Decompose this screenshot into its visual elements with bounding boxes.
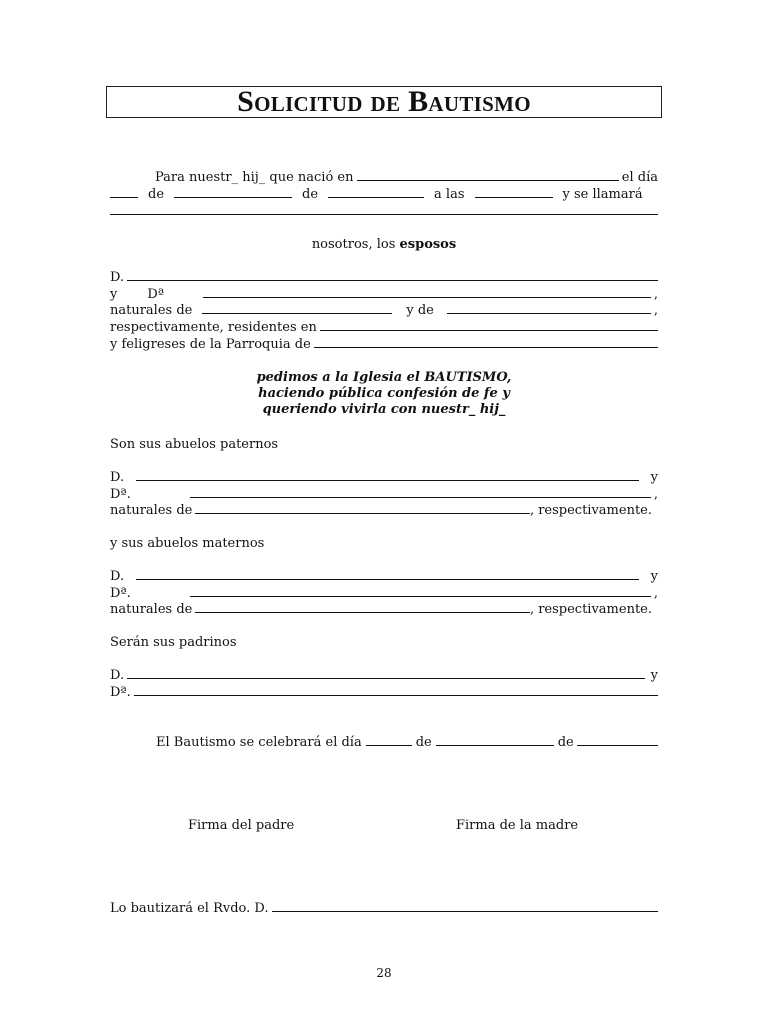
maternal-grandfather-blank[interactable]: [136, 569, 639, 580]
title-box: [106, 86, 662, 118]
maternal-grandmother-line: [110, 586, 658, 602]
paternal-grandfather-blank[interactable]: [136, 470, 639, 481]
mother-line: [110, 287, 658, 303]
paternal-resp: , respectivamente.: [529, 503, 652, 518]
parish-line: [110, 337, 658, 353]
month-blank[interactable]: [174, 187, 292, 198]
parents-origin-comma: ,: [653, 303, 658, 318]
intro-text-2: el día: [621, 170, 658, 185]
child-name-blank[interactable]: [110, 204, 658, 215]
paternal-grandmother-line: [110, 487, 658, 503]
mother-label: Dª: [147, 287, 164, 302]
celebration-line: [110, 735, 658, 751]
mother-y: y: [110, 287, 118, 302]
declaration-line-1: pedimos a la Iglesia el BAUTISMO,: [256, 370, 512, 385]
parish-blank[interactable]: [314, 337, 658, 348]
officiant-label: Lo bautizará el Rvdo. D.: [110, 901, 269, 916]
declaration-line-3: queriendo vivirla con nuestr_ hij_: [262, 402, 506, 417]
intro-text-1: Para nuestr_ hij_ que nació en: [155, 170, 354, 185]
paternal-naturales: naturales de: [110, 503, 193, 518]
celebration-text-2: de: [415, 735, 432, 750]
year-blank[interactable]: [328, 187, 424, 198]
maternal-resp: , respectivamente.: [529, 602, 652, 617]
parents-naturales: naturales de: [110, 303, 193, 318]
paternal-y: y: [650, 470, 658, 485]
intro-text-4: de: [302, 187, 319, 202]
paternal-da: Dª.: [110, 487, 131, 502]
celebration-text-1: El Bautismo se celebrará el día: [156, 735, 362, 750]
godmother-blank[interactable]: [134, 685, 658, 696]
paternal-origin-blank[interactable]: [195, 503, 530, 514]
celebration-month-blank[interactable]: [436, 735, 554, 746]
maternal-heading: y sus abuelos maternos: [110, 536, 265, 551]
maternal-origin-blank[interactable]: [195, 602, 530, 613]
parish-label: y feligreses de la Parroquia de: [110, 337, 311, 352]
parents-intro: [110, 237, 658, 253]
paternal-comma: ,: [653, 487, 658, 502]
parents-intro-text: nosotros, los: [311, 237, 396, 252]
intro-line-1: [110, 170, 658, 186]
intro-text-3: de: [148, 187, 165, 202]
intro-text-6: y se llamará: [562, 187, 643, 202]
time-blank[interactable]: [475, 187, 553, 198]
godmother-da: Dª.: [110, 685, 131, 700]
maternal-comma: ,: [653, 586, 658, 601]
maternal-naturales: naturales de: [110, 602, 193, 617]
residence-line: [110, 320, 658, 336]
parents-y-de: y de: [406, 303, 434, 318]
intro-line-2: [110, 187, 658, 203]
godfather-y: y: [650, 668, 658, 683]
intro-line-3: [110, 204, 658, 215]
father-signature-label: Firma del padre: [188, 818, 295, 833]
father-label: D.: [110, 270, 125, 285]
mother-origin-blank[interactable]: [447, 303, 651, 314]
residence-blank[interactable]: [320, 320, 658, 331]
maternal-grandfather-line: [110, 569, 658, 585]
godparents-heading: Serán sus padrinos: [110, 635, 237, 650]
maternal-origin-line: [110, 602, 658, 618]
page-title: Solicitud de Bautismo: [237, 85, 531, 118]
maternal-y: y: [650, 569, 658, 584]
maternal-da: Dª.: [110, 586, 131, 601]
godmother-line: [110, 685, 658, 701]
birthplace-blank[interactable]: [357, 170, 619, 181]
declaration-line-2: haciendo pública confesión de fe y: [258, 386, 510, 401]
paternal-origin-line: [110, 503, 658, 519]
mother-signature-label: Firma de la madre: [456, 818, 579, 833]
parents-origin-line: [110, 303, 658, 319]
celebration-day-blank[interactable]: [366, 735, 412, 746]
officiant-blank[interactable]: [272, 901, 658, 912]
father-line: [110, 270, 658, 286]
maternal-d: D.: [110, 569, 125, 584]
day-blank[interactable]: [110, 187, 138, 198]
father-name-blank[interactable]: [127, 270, 658, 281]
mother-name-blank[interactable]: [203, 287, 651, 298]
godfather-blank[interactable]: [127, 668, 645, 679]
residence-label: respectivamente, residentes en: [110, 320, 317, 335]
godfather-d: D.: [110, 668, 125, 683]
paternal-d: D.: [110, 470, 125, 485]
officiant-line: [110, 901, 658, 917]
celebration-year-blank[interactable]: [577, 735, 658, 746]
parents-intro-bold: esposos: [399, 237, 457, 252]
celebration-text-3: de: [557, 735, 574, 750]
paternal-heading: Son sus abuelos paternos: [110, 437, 279, 452]
mother-comma: ,: [653, 287, 658, 302]
intro-text-5: a las: [434, 187, 465, 202]
father-origin-blank[interactable]: [202, 303, 392, 314]
paternal-grandfather-line: [110, 470, 658, 486]
godfather-line: [110, 668, 658, 684]
maternal-grandmother-blank[interactable]: [190, 586, 651, 597]
paternal-grandmother-blank[interactable]: [190, 487, 651, 498]
page-number: 28: [376, 966, 392, 980]
